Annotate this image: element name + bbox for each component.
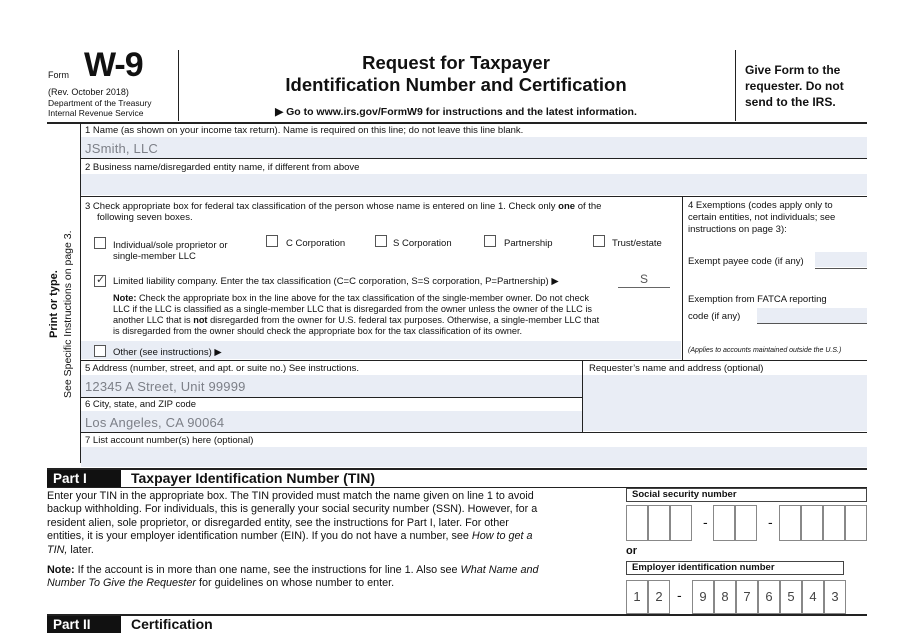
line2-label: 2 Business name/disregarded entity name, if different from above [85, 162, 360, 173]
ein-digit: 7 [743, 589, 751, 604]
applies-note: (Applies to accounts maintained outside the U.S.) [688, 347, 842, 354]
exemptions-line3: instructions on page 3): [688, 224, 787, 235]
part1-title: Taxpayer Identification Number (TIN) [131, 470, 375, 486]
ein-label: Employer identification number [632, 562, 775, 573]
part2-tag: Part II [47, 616, 121, 633]
exemptions-line2: certain entities, not individuals; see [688, 212, 836, 223]
ein-digit: 1 [633, 589, 641, 604]
part1-tag: Part I [47, 470, 121, 487]
form-label: Form [48, 70, 69, 80]
checkbox-other[interactable] [94, 345, 106, 357]
rev-date: (Rev. October 2018) [48, 87, 129, 97]
goto-instructions: ▶ Go to www.irs.gov/FormW9 for instructions and the latest information. [275, 106, 637, 118]
line3-label-cont: following seven boxes. [97, 212, 193, 223]
checkbox-trust-estate[interactable] [593, 235, 605, 247]
ein-digit: 4 [809, 589, 817, 604]
llc-note-1: Note: Check the appropriate box in the line above for the tax classification of the single-member owner. Do not check [113, 293, 589, 303]
exemptions-line1: 4 Exemptions (codes apply only to [688, 200, 833, 211]
side-see-instructions: See Specific Instructions on page 3. [62, 230, 74, 398]
checkbox-llc[interactable] [94, 275, 106, 287]
give-form-note: Give Form to the requester. Do not send to the IRS. [745, 63, 844, 109]
part1-note: Note: If the account is in more than one name, see the instructions for line 1. Also see What Name and Number To Give the Requester for guidelines on whose number to enter. [47, 564, 539, 590]
checkbox-c-corporation[interactable] [266, 235, 278, 247]
line7-label: 7 List account number(s) here (optional) [85, 435, 254, 446]
ein-digit: 3 [831, 589, 839, 604]
ssn-dash-1: - [703, 514, 708, 530]
option-individual-label: Individual/sole proprietor or [113, 240, 228, 251]
ein-digit: 8 [721, 589, 729, 604]
ein-dash: - [677, 587, 682, 603]
line6-label: 6 City, state, and ZIP code [85, 399, 197, 410]
line1-label: 1 Name (as shown on your income tax return). Name is required on this line; do not leave this line blank. [85, 125, 524, 136]
department: Department of the Treasury [48, 98, 152, 108]
other-label: Other (see instructions) ▶ [113, 347, 222, 358]
irs-label: Internal Revenue Service [48, 108, 144, 118]
llc-note-2: LLC if the LLC is classified as a single-member LLC that is disregarded from the owner unless the owner of the LLC is [113, 304, 593, 314]
line1-name-input[interactable]: JSmith, LLC [85, 141, 159, 156]
ein-digit: 6 [765, 589, 773, 604]
llc-note-3: another LLC that is not disregarded from the owner for U.S. federal tax purposes. Otherwise, a single-member LLC that [113, 315, 600, 325]
ein-digit: 2 [655, 589, 663, 604]
line5-address-input[interactable]: 12345 A Street, Unit 99999 [85, 379, 246, 394]
ssn-dash-2: - [768, 514, 773, 530]
fatca-label-2: code (if any) [688, 311, 741, 322]
ein-digit: 9 [699, 589, 707, 604]
or-label: or [626, 545, 637, 557]
requester-label: Requester’s name and address (optional) [589, 363, 764, 374]
option-individual-label-2: single-member LLC [113, 251, 196, 262]
fatca-label-1: Exemption from FATCA reporting [688, 294, 827, 305]
fatca-input[interactable] [757, 323, 867, 324]
form-title-1: Request for Taxpayer [362, 52, 550, 73]
form-title-2: Identification Number and Certification [285, 74, 627, 95]
part1-instructions: Enter your TIN in the appropriate box. The TIN provided must match the name given on line 1 to avoid backup withholding. For individuals, this is generally your social security number (SSN). However, for a resident alien, sole proprietor, or disregarded entity, see the instructions for Part I, later. For other entities, it is your employer identification number (EIN). If you do not have a number, see How to get a TIN, later. [47, 490, 538, 556]
side-print-type: Print or type. [48, 270, 60, 338]
requester-input[interactable] [583, 375, 867, 431]
checkbox-individual[interactable] [94, 237, 106, 249]
option-c-corporation-label: C Corporation [286, 238, 346, 249]
ssn-label: Social security number [632, 489, 737, 500]
part2-title: Certification [131, 616, 213, 632]
line6-city-input[interactable]: Los Angeles, CA 90064 [85, 415, 225, 430]
checkbox-partnership[interactable] [484, 235, 496, 247]
exempt-payee-input[interactable] [815, 268, 867, 269]
ein-digit: 5 [787, 589, 795, 604]
option-s-corporation-label: S Corporation [393, 238, 452, 249]
option-partnership-label: Partnership [504, 238, 553, 249]
exempt-payee-label: Exempt payee code (if any) [688, 256, 804, 267]
form-number: W-9 [84, 46, 143, 84]
option-trust-estate-label: Trust/estate [612, 238, 662, 249]
line3-label: 3 Check appropriate box for federal tax classification of the person whose name is entered on line 1. Check only one of the [85, 201, 602, 212]
llc-label: Limited liability company. Enter the tax classification (C=C corporation, S=S corporation, P=Partnership) ▶ [113, 276, 559, 287]
llc-note-4: is disregarded from the owner should check the appropriate box for the tax classification of its owner. [113, 326, 523, 336]
line5-label: 5 Address (number, street, and apt. or suite no.) See instructions. [85, 363, 360, 374]
checkbox-s-corporation[interactable] [375, 235, 387, 247]
llc-classification-input[interactable]: S [639, 272, 648, 286]
